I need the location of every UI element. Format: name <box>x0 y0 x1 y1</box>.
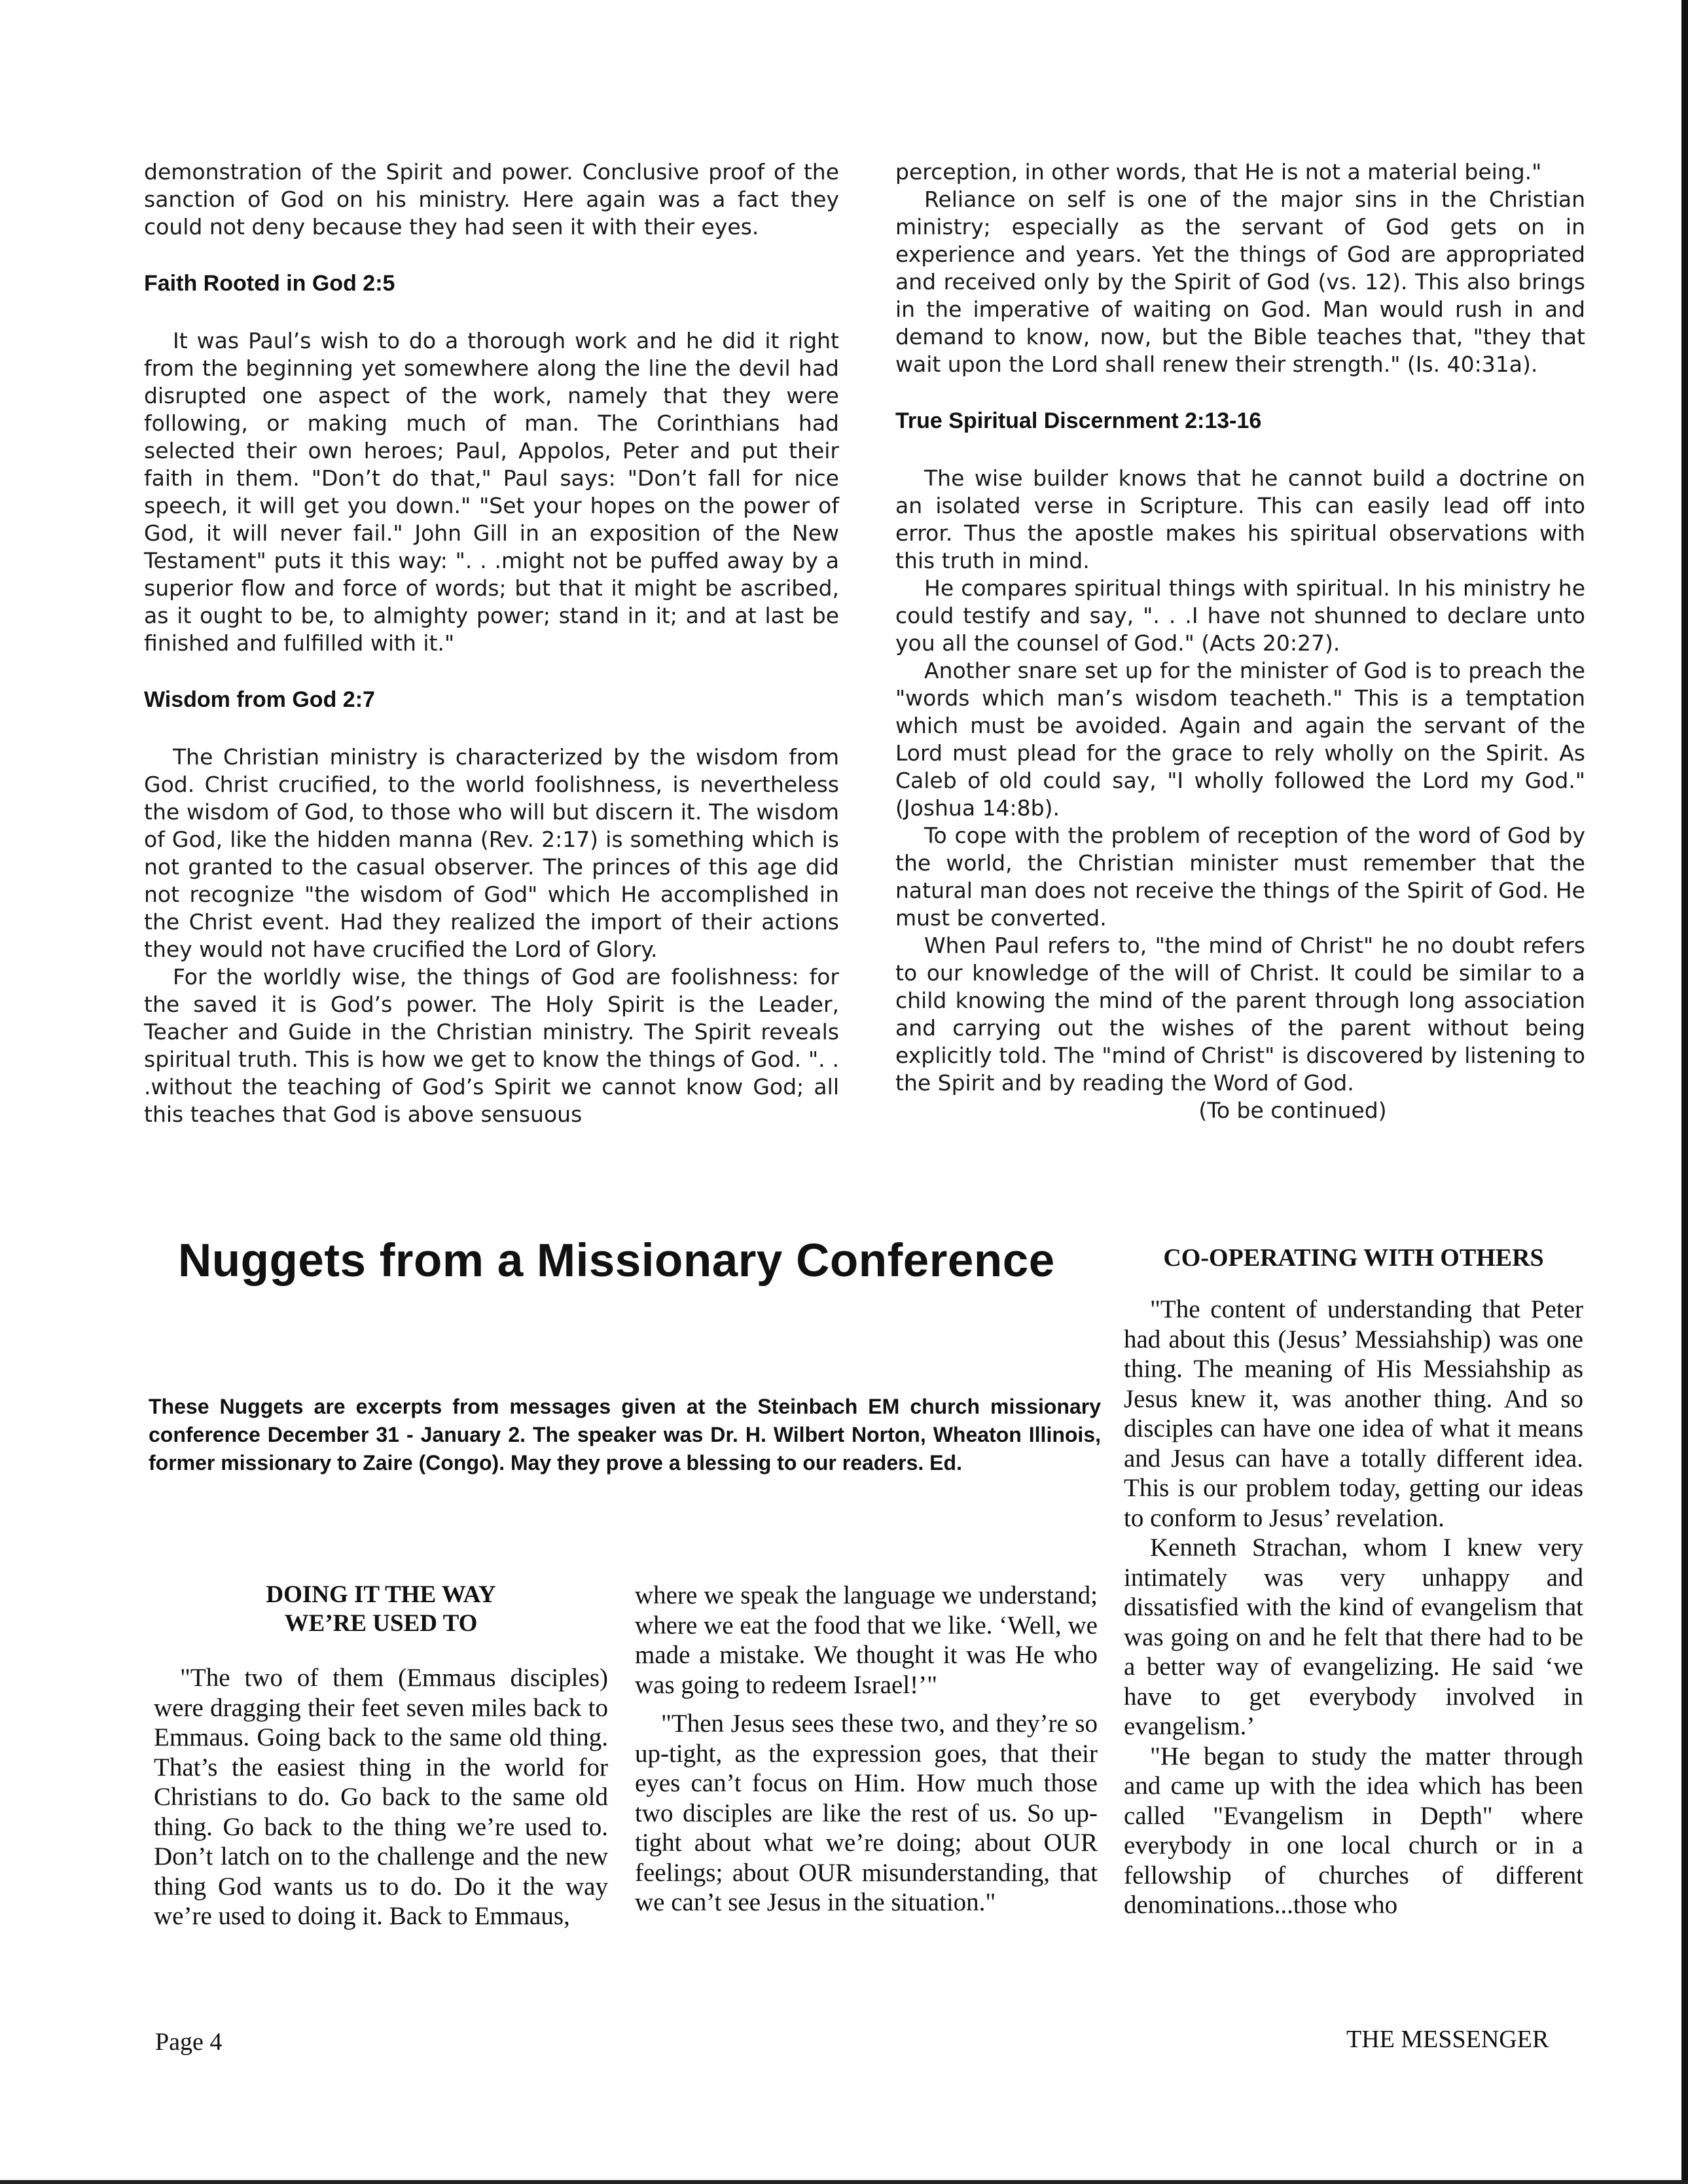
paragraph-snare: Another snare set up for the minister of God is to preach the "words which man’s wisdom teacheth." This is a temptation which must be avoided. Again and again the servant of the Lord must plead for the grace to rely wholly on the Spirit. As Caleb of old could say, "I wholly followed the Lord my God." (Joshua 14:8b). <box>895 658 1585 821</box>
to-be-continued: (To be continued) <box>1198 1098 1387 1123</box>
nuggets-title: Nuggets from a Missionary Conference <box>178 1235 1055 1287</box>
heading-doing-it-line1: DOING IT THE WAY <box>266 1581 496 1608</box>
paragraph-wisdom-2: For the worldly wise, the things of God are foolishness: for the saved it is God’s power. The Holy Spirit is the Leader, Teacher and Guide in the Christian ministry. The Spirit reveals spiritual truth. This is how we get to know the things of God. ". . .without the teaching of God’s Spirit we cannot know God; all this teaches that God is above sensuous <box>144 964 839 1127</box>
paragraph-faith: It was Paul’s wish to do a thorough work and he did it right from the beginning yet somewhere along the line the devil had disrupted one aspect of the work, namely that they were following, or making much of man. The Corinthians had selected their own heroes; Paul, Appolos, Peter and put their faith in them. "Don’t do that," Paul says: "Don’t fall for nice speech, it will get you down." "Set your hopes on the power of God, it will never fail." John Gill in an exposition of the New Testament" puts it this way: ". . .might not be puffed away by a superior flow and force of words; but that it might be ascribed, as it ought to be, to almighty power; stand in it; and at last be finished and fulfilled with it." <box>144 328 839 656</box>
scan-edge-right <box>1681 0 1688 2184</box>
paragraph-language: where we speak the language we understand; where we eat the food that we like. ‘Well, we made a mistake. We thought it was He who was going to redeem Israel!’" <box>635 1581 1098 1699</box>
article-right-column <box>895 158 1585 1124</box>
heading-wisdom: Wisdom from God 2:7 <box>144 687 375 712</box>
paragraph-messiahship: "The content of understanding that Peter had about this (Jesus’ Messiahship) was one thing. The meaning of His Messiahship as Jesus knew it, was another thing. And so disciples can have one idea of what it means and Jesus can have a totally different idea. This is our problem today, getting our ideas to conform to Jesus’ revelation. <box>1124 1295 1583 1532</box>
paragraph-mind: When Paul refers to, "the mind of Christ" he no doubt refers to our knowledge of the will of Christ. It could be similar to a child knowing the mind of the parent through long association and carrying out the wishes of the parent without being explicitly told. The "mind of Christ" is discovered by listening to the Spirit and by reading the Word of God. <box>895 933 1585 1096</box>
paragraph-reliance: Reliance on self is one of the major sins in the Christian ministry; especially as the servant of God gets on in experience and years. Yet the things of God are appropriated and received only by the Spirit of God (vs. 12). This also brings in the imperative of waiting on God. Man would rush in and demand to know, now, but the Bible teaches that, "they that wait upon the Lord shall renew their strength." (Is. 40:31a). <box>895 187 1585 377</box>
paragraph-wisdom-1: The Christian ministry is characterized by the wisdom from God. Christ crucified, to the world foolishness, is nevertheless the wisdom of God, to those who will but discern it. The wisdom of God, like the hidden manna (Rev. 2:17) is something which is not granted to the casual observer. The princes of this age did not recognize "the wisdom of God" which He accomplished in the Christ event. Had they realized the import of their actions they would not have crucified the Lord of Glory. <box>144 744 839 962</box>
paragraph-uptight: "Then Jesus sees these two, and they’re so up-tight, as the expression goes, that their eyes can’t focus on Him. How much those two disciples are like the rest of us. So up-tight about what we’re doing; about OUR feelings; about OUR misunderstanding, that we can’t see Jesus in the situation." <box>635 1710 1098 1916</box>
paragraph-evangelism-depth: "He began to study the matter through and came up with the idea which has been called "Evangelism in Depth" where everybody in one local church or in a fellowship of churches of different denominations...those who <box>1124 1742 1583 1919</box>
paragraph-perception: perception, in other words, that He is not a material being." <box>895 159 1542 185</box>
heading-true-discernment: True Spiritual Discernment 2:13-16 <box>895 408 1262 433</box>
paragraph-intro: demonstration of the Spirit and power. Conclusive proof of the sanction of God on his ministry. Here again was a fact they could not deny because they had seen it with their eyes. <box>144 159 839 240</box>
scan-edge-bottom <box>0 2180 1688 2184</box>
nuggets-column-a <box>154 1581 608 1931</box>
paragraph-compares: He compares spiritual things with spiritual. In his ministry he could testify and say, ". . .I have not shunned to declare unto you all the counsel of God." (Acts 20:27). <box>895 575 1585 656</box>
paragraph-strachan: Kenneth Strachan, whom I knew very intimately was very unhappy and dissatisfied with the kind of evangelism that was going on and he felt that there had to be a better way of evangelizing. He said ‘we have to get everybody involved in evangelism.’ <box>1124 1533 1583 1740</box>
nuggets-column-c <box>1124 1244 1583 1920</box>
publication-name: THE MESSENGER <box>1346 2026 1549 2053</box>
nuggets-column-b <box>635 1581 1098 1918</box>
article-left-column <box>144 158 839 1128</box>
paragraph-cope: To cope with the problem of reception of the word of God by the world, the Christian minister must remember that the natural man does not receive the things of the Spirit of God. He must be converted. <box>895 823 1585 931</box>
heading-faith-rooted: Faith Rooted in God 2:5 <box>144 271 395 296</box>
paragraph-emmaus: "The two of them (Emmaus disciples) were dragging their feet seven miles back to Emmaus. Going back to the same old thing. That’s the easiest thing in the world for Christians to do. Go back to the same old thing. Go back to the thing we’re used to. Don’t latch on to the challenge and the new thing God wants us to do. Do it the way we’re used to doing it. Back to Emmaus, <box>154 1664 608 1930</box>
heading-cooperating: CO-OPERATING WITH OTHERS <box>1163 1244 1544 1272</box>
nuggets-intro: These Nuggets are excerpts from messages given at the Steinbach EM church missionary conference December 31 - January 2. The speaker was Dr. H. Wilbert Norton, Wheaton Illinois, former missionary to Zaire (Congo). May they prove a blessing to our readers. Ed. <box>149 1395 1101 1475</box>
paragraph-builder: The wise builder knows that he cannot build a doctrine on an isolated verse in Scripture. This can easily lead off into error. Thus the apostle makes his spiritual observations with this truth in mind. <box>895 465 1585 573</box>
heading-doing-it-line2: WE’RE USED TO <box>284 1610 478 1637</box>
page-number: Page 4 <box>155 2028 223 2056</box>
